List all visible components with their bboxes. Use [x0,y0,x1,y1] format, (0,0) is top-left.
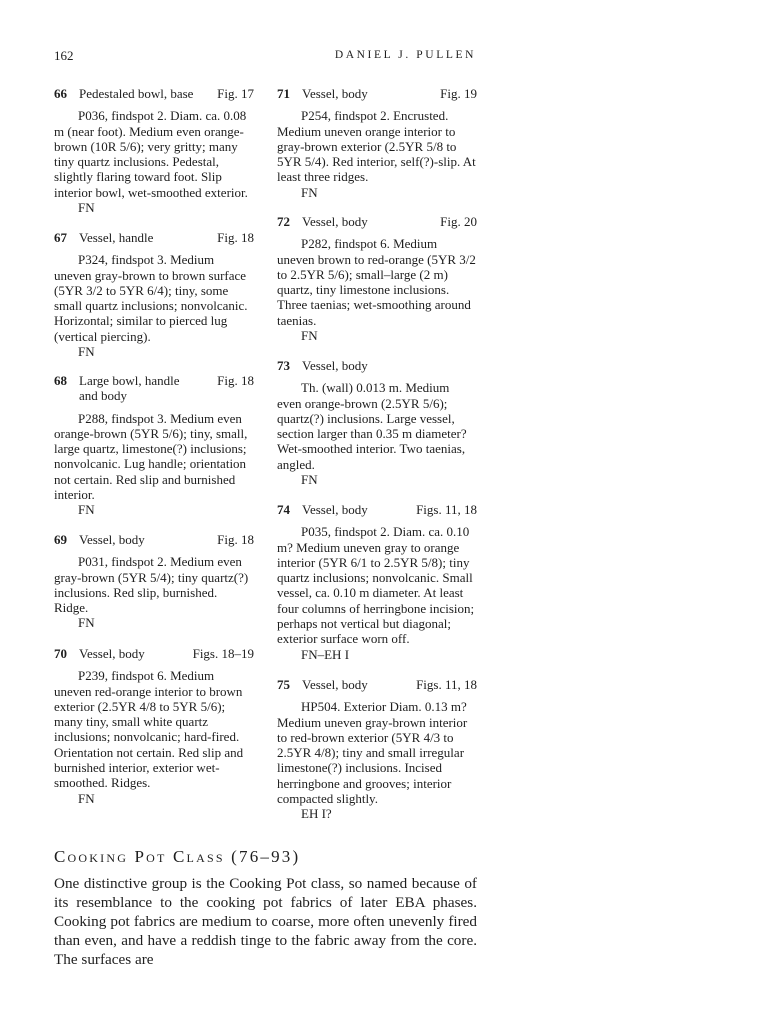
entry-number: 72 [277,214,290,229]
entry-number: 71 [277,86,290,101]
entry-status: FN [78,615,95,631]
entry-status: FN [78,502,95,518]
entry-status: FN [301,328,318,344]
entry-number: 69 [54,532,67,547]
running-head: DANIEL J. PULLEN [334,49,476,61]
entry-description: P035, findspot 2. Diam. ca. 0.10 m? Medium uneven gray to orange interior (5YR 6/1 to 2.5YR 5/8); tiny quartz inclusions; nonvolcanic. Small vessel, ca. 0.10 m diameter. At least four columns of herringbone incision; perhaps not vertical but diagonal; exterior surface worn off. [277,524,475,647]
entry-status: FN–EH I [301,646,350,662]
entry-title: Vessel, body [79,646,145,661]
catalog-entry-71 [277,86,477,200]
entry-title: Vessel, body [302,677,368,692]
entry-figure-ref: Fig. 18 [217,373,254,388]
entry-title: Vessel, body [302,358,368,373]
entry-number: 75 [277,677,290,692]
catalog-entry-69 [54,532,254,631]
entry-description: P036, findspot 2. Diam. ca. 0.08 m (near foot). Medium even orange-brown (10R 5/6); very gritty; many tiny quartz inclusions. Pedestal, slightly flaring toward foot. Slip interior bowl, wet-smoothed exterior. [54,108,248,200]
entry-figure-ref: Figs. 18–19 [192,646,254,661]
entry-status: FN [78,790,95,806]
section-heading: Cooking Pot Class (76–93) [54,847,301,866]
page-number: 162 [54,48,74,63]
entry-number: 67 [54,230,67,245]
entry-title: Pedestaled bowl, base [79,86,194,101]
entry-status: EH I? [301,806,332,822]
entry-figure-ref: Fig. 19 [440,86,477,101]
catalog-entry-66 [54,86,254,215]
catalog-entry-70 [54,646,254,806]
entry-status: FN [78,344,95,360]
entry-status: FN [301,472,318,488]
entry-description: P031, findspot 2. Medium even gray-brown (5YR 5/4); tiny quartz(?) inclusions. Red slip, burnished. Ridge. [54,554,249,616]
entry-description: HP504. Exterior Diam. 0.13 m? Medium uneven gray-brown interior to red-brown exterior (5YR 4/3 to 2.5YR 4/8); tiny and small irregular limestone(?) inclusions. Incised herringbone and grooves; interior compacted slightly. [277,699,468,807]
entry-figure-ref: Fig. 17 [217,86,254,101]
catalog-entry-75 [277,677,477,822]
catalog-entry-67 [54,230,254,359]
entry-status: FN [301,184,318,200]
entry-description: P254, findspot 2. Encrusted. Medium uneven orange interior to gray-brown exterior (2.5YR 5/8 to 5YR 5/4). Red interior, self(?)-slip. At least three ridges. [277,108,476,185]
entry-description: P324, findspot 3. Medium uneven gray-brown to brown surface (5YR 3/2 to 5YR 6/4); tiny, some small quartz inclusions; nonvolcanic. Horizontal; similar to pierced lug (vertical piercing). [54,252,248,344]
entry-description: P288, findspot 3. Medium even orange-brown (5YR 5/6); tiny, small, large quartz, limestone(?) inclusions; nonvolcanic. Lug handle; orientation not certain. Red slip and burnished interior. [54,410,248,503]
entry-title: Vessel, handle [79,230,154,245]
entry-figure-ref: Figs. 11, 18 [416,677,477,692]
entry-description: P239, findspot 6. Medium uneven red-orange interior to brown exterior (2.5YR 4/8 to 5YR 5/6); many tiny, small white quartz inclusions; nonvolcanic; hard-fired. Orientation not certain. Red slip and burnished interior, exterior wet-smoothed. Ridges. [54,668,244,791]
entry-title: Vessel, body [79,532,145,547]
entry-number: 70 [54,646,67,661]
entry-figure-ref: Fig. 18 [217,230,254,245]
catalog-entry-72 [277,214,477,343]
entry-figure-ref: Figs. 11, 18 [416,502,477,517]
catalog-entry-68 [54,373,254,518]
entry-title: Vessel, body [302,214,368,229]
entry-number: 66 [54,86,67,101]
section-paragraph: One distinctive group is the Cooking Pot class, so named because of its resemblance to the cooking pot fabrics of later EBA phases. Cooking pot fabrics are medium to coarse, more often unevenly fired than even, and have a reddish tinge to the fabric away from the core. The surfaces are [54,875,477,968]
catalog-entry-73 [277,358,477,487]
entry-status: FN [78,200,95,216]
entry-number: 74 [277,502,290,517]
entry-title: Vessel, body [302,502,368,517]
entry-figure-ref: Fig. 18 [217,532,254,547]
entry-description: P282, findspot 6. Medium uneven brown to red-orange (5YR 3/2 to 2.5YR 5/6); small–large (2 m) quartz, tiny limestone inclusions. Three taenias; wet-smoothing around taenias. [277,236,476,328]
entry-title: Large bowl, handle and body [79,373,180,404]
entry-description: Th. (wall) 0.013 m. Medium even orange-brown (2.5YR 5/6); quartz(?) inclusions. Large vessel, section larger than 0.35 m diameter? Wet-smoothed interior. Two taenias, angled. [277,380,467,472]
entry-number: 68 [54,373,67,388]
entry-figure-ref: Fig. 20 [440,214,477,229]
entry-number: 73 [277,358,290,373]
entry-title: Vessel, body [302,86,368,101]
catalog-entry-74 [277,502,477,662]
